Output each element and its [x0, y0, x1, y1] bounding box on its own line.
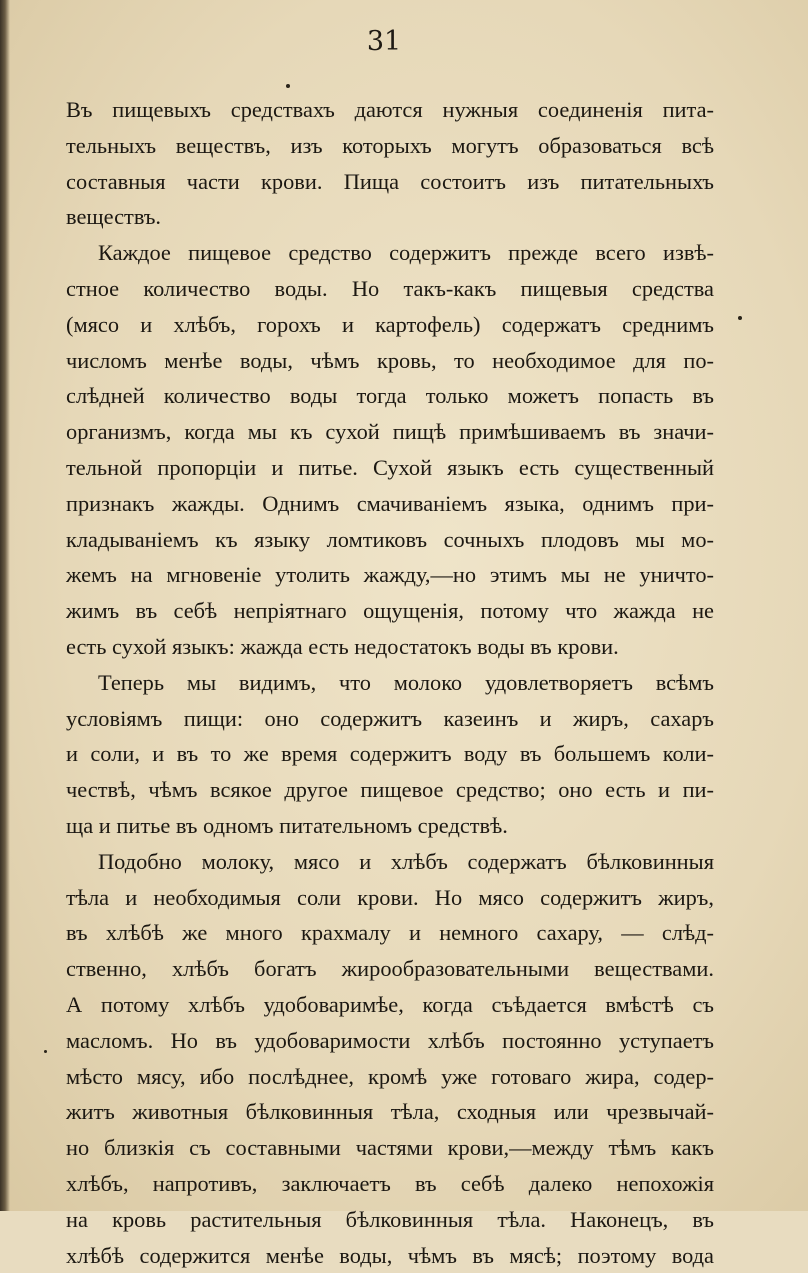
text-line: жемъ на мгновеніе утолить жажду,—но этимъ мы не уничто-: [66, 557, 714, 593]
text-line: условіямъ пищи: оно содержитъ казеинъ и жиръ, сахаръ: [66, 701, 714, 737]
text-line: кладываніемъ къ языку ломтиковъ сочныхъ плодовъ мы мо-: [66, 522, 714, 558]
page-spine-shadow: [0, 0, 10, 1211]
text-line: тельныхъ веществъ, изъ которыхъ могутъ образоваться всѣ: [66, 128, 714, 164]
text-line: признакъ жажды. Однимъ смачиваніемъ языка, однимъ при-: [66, 486, 714, 522]
text-line: А потому хлѣбъ удобоваримѣе, когда съѣдается вмѣстѣ съ: [66, 987, 714, 1023]
text-line: тельной пропорціи и питье. Сухой языкъ есть существенный: [66, 450, 714, 486]
text-line: Теперь мы видимъ, что молоко удовлетворяетъ всѣмъ: [66, 665, 714, 701]
text-line: мѣсто мясу, ибо послѣднее, кромѣ уже готоваго жира, содер-: [66, 1059, 714, 1095]
text-line: въ хлѣбѣ же много крахмалу и немного сахару, — слѣд-: [66, 915, 714, 951]
text-line: Каждое пищевое средство содержитъ прежде всего извѣ-: [66, 235, 714, 271]
ink-speck: [44, 1050, 47, 1053]
text-line: стное количество воды. Но такъ-какъ пищевыя средства: [66, 271, 714, 307]
text-line: жимъ въ себѣ непріятнаго ощущенія, потому что жажда не: [66, 593, 714, 629]
text-line: веществъ.: [66, 199, 714, 235]
text-line: тѣла и необходимыя соли крови. Но мясо содержитъ жиръ,: [66, 880, 714, 916]
text-line: Въ пищевыхъ средствахъ даются нужныя соединенія пита-: [66, 92, 714, 128]
ink-speck: [738, 316, 742, 320]
text-line: (мясо и хлѣбъ, горохъ и картофель) содержатъ среднимъ: [66, 307, 714, 343]
text-line: слѣдней количество воды тогда только можетъ попасть въ: [66, 378, 714, 414]
text-line: организмъ, когда мы къ сухой пищѣ примѣшиваемъ въ значи-: [66, 414, 714, 450]
text-line: хлѣбѣ содержится менѣе воды, чѣмъ въ мясѣ; поэтому вода: [66, 1238, 714, 1273]
text-line: хлѣбъ, напротивъ, заключаетъ въ себѣ далеко непохожія: [66, 1166, 714, 1202]
text-line: числомъ менѣе воды, чѣмъ кровь, то необходимое для по-: [66, 343, 714, 379]
paragraph: [66, 665, 714, 844]
text-line: составныя части крови. Пища состоитъ изъ питательныхъ: [66, 164, 714, 200]
ink-speck: [286, 84, 290, 88]
text-line: есть сухой языкъ: жажда есть недостатокъ воды въ крови.: [66, 629, 714, 665]
page-number: 31: [0, 26, 788, 57]
text-line: Подобно молоку, мясо и хлѣбъ содержатъ бѣлковинныя: [66, 844, 714, 880]
text-line: чествѣ, чѣмъ всякое другое пищевое средство; оно есть и пи-: [66, 772, 714, 808]
text-line: но близкія съ составными частями крови,—между тѣмъ какъ: [66, 1130, 714, 1166]
paragraph: [66, 844, 714, 1273]
text-line: ственно, хлѣбъ богатъ жирообразовательными веществами.: [66, 951, 714, 987]
paragraph: [66, 92, 714, 235]
text-line: ща и питье въ одномъ питательномъ средствѣ.: [66, 808, 714, 844]
text-line: и соли, и въ то же время содержитъ воду въ большемъ коли-: [66, 736, 714, 772]
paragraph: [66, 235, 714, 665]
body-text: [66, 92, 714, 1273]
text-line: житъ животныя бѣлковинныя тѣла, сходныя или чрезвычай-: [66, 1094, 714, 1130]
text-line: на кровь растительныя бѣлковинныя тѣла. Наконецъ, въ: [66, 1202, 714, 1238]
text-line: масломъ. Но въ удобоваримости хлѣбъ постоянно уступаетъ: [66, 1023, 714, 1059]
